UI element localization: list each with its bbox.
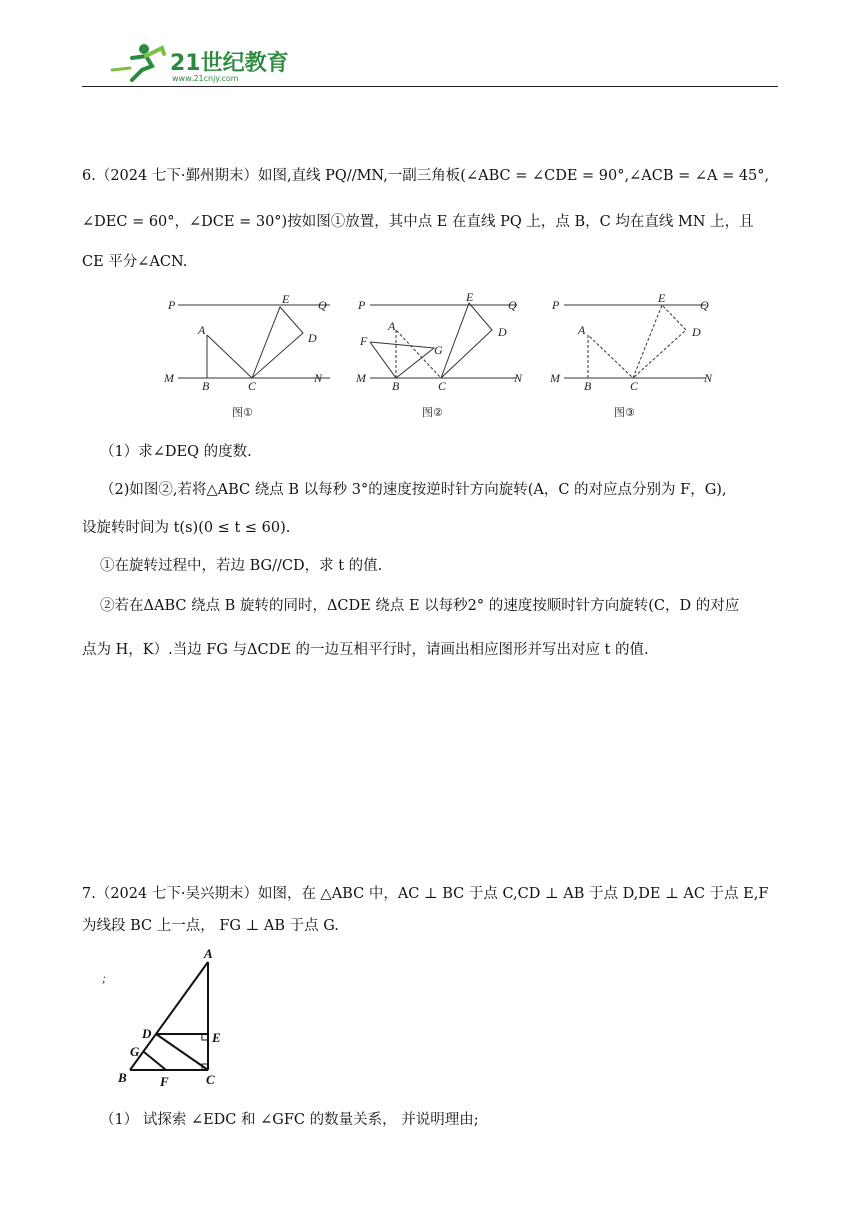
label-N: N <box>514 371 523 385</box>
label-D: D <box>498 325 507 339</box>
label-A: A <box>198 323 206 337</box>
q7-sub1: （1） 试探索 ∠EDC 和 ∠GFC 的数量关系， 并说明理由; <box>100 1112 479 1128</box>
label-P: P <box>358 298 366 312</box>
label-B: B <box>584 379 592 393</box>
label-E: E <box>466 290 474 304</box>
label-Q: Q <box>700 298 709 312</box>
logo-text: 21世纪教育 <box>170 51 289 76</box>
page-header <box>82 38 778 87</box>
q6-sub1: （1）求∠DEQ 的度数. <box>100 444 252 460</box>
label-F: F <box>360 334 368 348</box>
caption-fig3: 图③ <box>614 406 635 419</box>
figure-q7 <box>100 946 230 1092</box>
label-N: N <box>704 371 713 385</box>
figure-2 <box>352 290 532 420</box>
label-B: B <box>118 1070 127 1085</box>
label-D: D <box>692 325 701 339</box>
caption-fig1: 图① <box>232 406 253 419</box>
q6-sub2-2-line1: ②若在ΔABC 绕点 B 旋转的同时，ΔCDE 绕点 E 以每秒2° 的速度按顺时针方向旋转(C，D 的对应 <box>100 598 740 614</box>
q7-line1: 7.（2024 七下·吴兴期末）如图，在 △ABC 中，AC ⊥ BC 于点 C,CD ⊥ AB 于点 D,DE ⊥ AC 于点 E,F <box>82 886 769 902</box>
label-M: M <box>164 371 174 385</box>
label-A: A <box>204 946 213 961</box>
label-C: C <box>630 379 639 393</box>
label-E: E <box>212 1030 221 1045</box>
q6-sub2-line1: （2)如图②,若将△ABC 绕点 B 以每秒 3°的速度按逆时针方向旋转(A，C 的对应点分别为 F，G), <box>100 482 727 498</box>
label-F: F <box>160 1074 169 1089</box>
caption-fig2: 图② <box>422 406 443 419</box>
label-Q: Q <box>318 298 327 312</box>
label-E: E <box>658 291 666 305</box>
q6-sub2-2-line2: 点为 H，K）.当边 FG 与ΔCDE 的一边互相平行时，请画出相应图形并写出对应 t 的值. <box>82 642 649 658</box>
q6-line3: CE 平分∠ACN. <box>82 254 188 270</box>
label-D: D <box>308 331 317 345</box>
label-D: D <box>142 1026 152 1041</box>
label-E: E <box>282 292 290 306</box>
q6-line1: 6.（2024 七下·鄞州期末）如图,直线 PQ//MN,一副三角板(∠ABC = ∠CDE = 90°,∠ACB = ∠A = 45°, <box>82 168 770 184</box>
label-P: P <box>552 298 560 312</box>
q6-sub2-1: ①在旋转过程中，若边 BG//CD，求 t 的值. <box>100 558 383 574</box>
label-M: M <box>550 371 560 385</box>
label-B: B <box>202 379 210 393</box>
label-Q: Q <box>508 298 517 312</box>
label-C: C <box>248 379 257 393</box>
label-B: B <box>392 379 400 393</box>
logo-url: www.21cnjy.com <box>172 74 239 83</box>
label-P: P <box>168 298 176 312</box>
label-N: N <box>314 371 323 385</box>
logo <box>102 40 342 84</box>
q7-line2: 为线段 BC 上一点， FG ⊥ AB 于点 G. <box>82 918 339 934</box>
label-semicolon: ; <box>102 971 106 985</box>
q6-line2: ∠DEC = 60°，∠DCE = 30°)按如图①放置，其中点 E 在直线 PQ 上，点 B，C 均在直线 MN 上，且 <box>82 214 754 230</box>
label-C: C <box>206 1072 215 1087</box>
q6-sub2-line2: 设旋转时间为 t(s)(0 ≤ t ≤ 60). <box>82 520 291 536</box>
label-A: A <box>578 323 586 337</box>
label-C: C <box>438 379 447 393</box>
figure-1 <box>160 290 340 420</box>
label-G: G <box>130 1044 140 1059</box>
label-G: G <box>434 343 443 357</box>
figure-3 <box>546 290 726 420</box>
label-A: A <box>388 319 396 333</box>
label-M: M <box>356 371 366 385</box>
